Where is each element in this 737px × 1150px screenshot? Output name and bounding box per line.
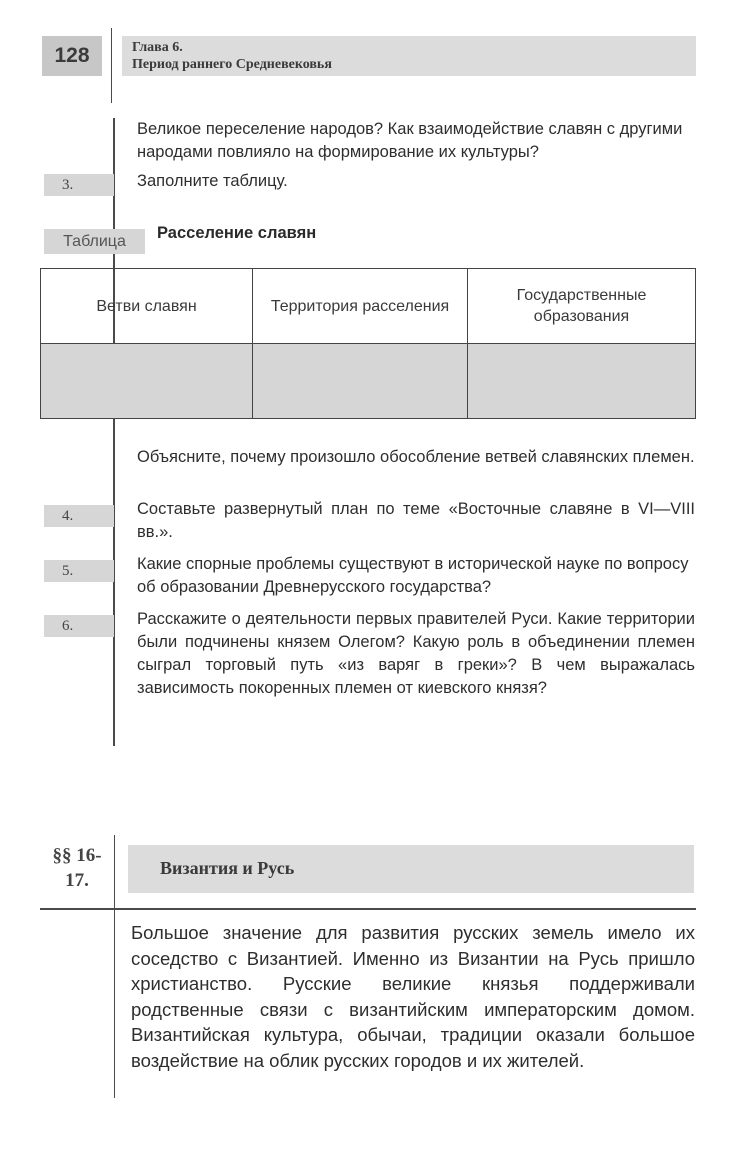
section-body-rule xyxy=(114,908,115,1098)
section-title: Византия и Русь xyxy=(160,858,295,878)
table-row xyxy=(41,344,696,419)
explain-paragraph: Объясните, почему произошло обособление ветвей славянских племен. xyxy=(137,448,695,466)
section-rule xyxy=(40,908,696,910)
table-tag: Таблица xyxy=(44,229,145,254)
header-divider-line xyxy=(111,28,112,103)
chapter-number: Глава 6. xyxy=(132,40,183,55)
table-cell[interactable] xyxy=(41,344,253,419)
section-body: Большое значение для развития русских земель имело их соседство с Византией. Именно из Византии на Русь пришло христианство. Русские великие князья поддерживали родственные связи с византийским императорским домом. Византийская культура, обычаи, традиции оказали большое воздействие на облик русских городов и их жителей. xyxy=(131,922,695,1071)
table-cell[interactable] xyxy=(253,344,468,419)
task-number-3: 3. xyxy=(44,174,114,196)
table-header-cell: Ветви славян xyxy=(41,269,253,344)
section-divider-line xyxy=(114,835,115,915)
settlement-table xyxy=(40,268,696,419)
table-header-cell: Территория расселения xyxy=(253,269,468,344)
chapter-title xyxy=(132,39,332,73)
section-number xyxy=(42,843,112,893)
table-header-row xyxy=(41,269,696,344)
intro-question: Великое переселение народов? Как взаимодействие славян с другими народами повлияло на формирование их культуры? xyxy=(137,120,683,161)
table-header-cell: Государственные образования xyxy=(468,269,696,344)
task-number-4: 4. xyxy=(44,505,114,527)
margin-rule xyxy=(113,118,115,746)
task-5-text: Какие спорные проблемы существуют в исторической науке по вопросу об образовании Древнерусского государства? xyxy=(137,555,689,596)
task-4-text: Составьте развернутый план по теме «Восточные славяне в VI—VIII вв.». xyxy=(137,500,695,541)
table-title: Расселение славян xyxy=(157,224,317,242)
section-number-line2: 17. xyxy=(65,870,89,891)
chapter-name: Период раннего Средневековья xyxy=(132,57,332,72)
section-number-line1: §§ 16- xyxy=(52,845,102,866)
task-6-text: Расскажите о деятельности первых правителей Руси. Какие территории были подчинены князем Олегом? Какую роль в объединении племен сыграл торговый путь «из варяг в греки»? В чем выражалась зависимость покоренных племен от киевского князя? xyxy=(137,610,695,697)
task-number-5: 5. xyxy=(44,560,114,582)
task-3-text: Заполните таблицу. xyxy=(137,172,288,190)
table-cell[interactable] xyxy=(468,344,696,419)
task-number-6: 6. xyxy=(44,615,114,637)
page-number: 128 xyxy=(42,36,102,76)
